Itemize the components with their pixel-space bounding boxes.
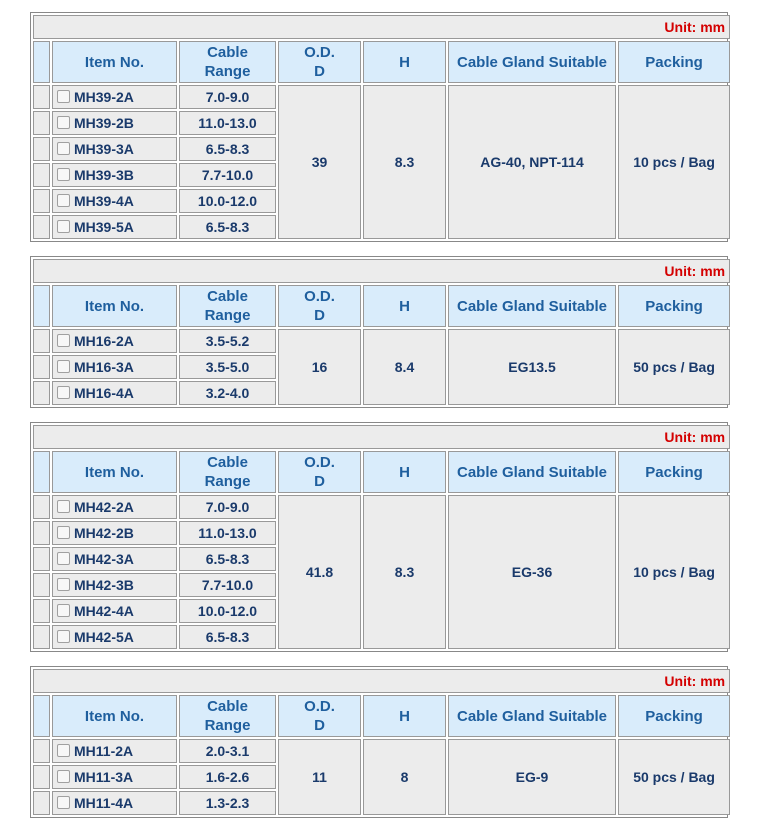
cable-range-cell: 2.0-3.1: [179, 739, 276, 763]
select-checkbox[interactable]: [57, 360, 70, 373]
unit-label: Unit: mm: [664, 673, 726, 689]
item-cell: [52, 573, 177, 597]
od-cell: 16: [278, 329, 361, 405]
unit-label: Unit: mm: [664, 263, 726, 279]
column-header: Packing: [618, 695, 730, 737]
product-table-block: [30, 666, 728, 818]
item-number: MH42-5A: [74, 629, 134, 645]
row-stub: [33, 163, 50, 187]
gland-cell: EG-9: [448, 739, 616, 815]
item-number: MH16-3A: [74, 359, 134, 375]
cable-range-cell: 6.5-8.3: [179, 137, 276, 161]
column-header: Item No.: [52, 695, 177, 737]
item-number: MH39-3A: [74, 141, 134, 157]
select-checkbox[interactable]: [57, 744, 70, 757]
item-number: MH42-2A: [74, 499, 134, 515]
column-header: O.D. D: [278, 41, 361, 83]
table-row: [33, 329, 730, 353]
item-cell: [52, 599, 177, 623]
h-cell: 8: [363, 739, 446, 815]
row-stub: [33, 111, 50, 135]
item-cell: [52, 521, 177, 545]
item-number: MH42-3B: [74, 577, 134, 593]
row-stub: [33, 765, 50, 789]
unit-row: [33, 259, 730, 283]
item-cell: [52, 625, 177, 649]
column-header: O.D. D: [278, 451, 361, 493]
cable-range-cell: 11.0-13.0: [179, 521, 276, 545]
select-checkbox[interactable]: [57, 552, 70, 565]
cable-range-cell: 11.0-13.0: [179, 111, 276, 135]
row-stub: [33, 355, 50, 379]
item-cell: [52, 765, 177, 789]
row-stub: [33, 521, 50, 545]
gland-cell: EG-36: [448, 495, 616, 649]
column-header: Cable Gland Suitable: [448, 451, 616, 493]
unit-label: Unit: mm: [664, 19, 726, 35]
product-table: [31, 667, 732, 817]
unit-label: Unit: mm: [664, 429, 726, 445]
cable-range-cell: 10.0-12.0: [179, 599, 276, 623]
table-row: [33, 739, 730, 763]
row-stub: [33, 599, 50, 623]
item-cell: [52, 547, 177, 571]
item-number: MH16-2A: [74, 333, 134, 349]
gland-cell: AG-40, NPT-114: [448, 85, 616, 239]
item-cell: [52, 739, 177, 763]
cable-range-cell: 3.2-4.0: [179, 381, 276, 405]
item-cell: [52, 137, 177, 161]
select-checkbox[interactable]: [57, 578, 70, 591]
h-cell: 8.3: [363, 495, 446, 649]
select-checkbox[interactable]: [57, 116, 70, 129]
column-header: H: [363, 41, 446, 83]
column-header: Cable Range: [179, 285, 276, 327]
column-header: Item No.: [52, 451, 177, 493]
item-number: MH42-3A: [74, 551, 134, 567]
column-header: Packing: [618, 41, 730, 83]
column-header: H: [363, 695, 446, 737]
unit-row: [33, 669, 730, 693]
unit-row: [33, 15, 730, 39]
select-checkbox[interactable]: [57, 630, 70, 643]
packing-cell: 10 pcs / Bag: [618, 85, 730, 239]
gland-cell: EG13.5: [448, 329, 616, 405]
column-header: O.D. D: [278, 285, 361, 327]
header-row: [33, 285, 730, 327]
product-table: [31, 423, 732, 651]
cable-range-cell: 1.6-2.6: [179, 765, 276, 789]
item-number: MH11-3A: [74, 769, 134, 785]
column-header: Packing: [618, 285, 730, 327]
select-checkbox[interactable]: [57, 526, 70, 539]
product-table: [31, 257, 732, 407]
item-number: MH11-4A: [74, 795, 134, 811]
item-number: MH39-4A: [74, 193, 134, 209]
column-header: Packing: [618, 451, 730, 493]
select-checkbox[interactable]: [57, 142, 70, 155]
packing-cell: 10 pcs / Bag: [618, 495, 730, 649]
unit-row: [33, 425, 730, 449]
item-cell: [52, 355, 177, 379]
row-stub: [33, 573, 50, 597]
packing-cell: 50 pcs / Bag: [618, 739, 730, 815]
select-checkbox[interactable]: [57, 770, 70, 783]
column-header: Cable Range: [179, 695, 276, 737]
select-checkbox[interactable]: [57, 500, 70, 513]
select-checkbox[interactable]: [57, 334, 70, 347]
cable-range-cell: 7.7-10.0: [179, 573, 276, 597]
od-cell: 39: [278, 85, 361, 239]
row-stub: [33, 329, 50, 353]
row-stub: [33, 547, 50, 571]
row-stub: [33, 495, 50, 519]
item-cell: [52, 329, 177, 353]
column-header: Item No.: [52, 41, 177, 83]
select-checkbox[interactable]: [57, 796, 70, 809]
row-stub: [33, 625, 50, 649]
row-stub: [33, 137, 50, 161]
column-header: Cable Range: [179, 451, 276, 493]
column-header: Cable Gland Suitable: [448, 695, 616, 737]
header-stub: [33, 695, 50, 737]
item-number: MH42-2B: [74, 525, 134, 541]
table-row: [33, 495, 730, 519]
item-number: MH39-3B: [74, 167, 134, 183]
item-number: MH39-2A: [74, 89, 134, 105]
packing-cell: 50 pcs / Bag: [618, 329, 730, 405]
item-cell: [52, 85, 177, 109]
cable-range-cell: 6.5-8.3: [179, 547, 276, 571]
column-header: H: [363, 285, 446, 327]
h-cell: 8.3: [363, 85, 446, 239]
column-header: H: [363, 451, 446, 493]
product-table-block: [30, 12, 728, 242]
header-stub: [33, 285, 50, 327]
cable-range-cell: 7.7-10.0: [179, 163, 276, 187]
item-cell: [52, 189, 177, 213]
column-header: Item No.: [52, 285, 177, 327]
header-row: [33, 41, 730, 83]
item-number: MH42-4A: [74, 603, 134, 619]
row-stub: [33, 791, 50, 815]
select-checkbox[interactable]: [57, 90, 70, 103]
product-table-block: [30, 256, 728, 408]
cable-range-cell: 7.0-9.0: [179, 495, 276, 519]
cable-range-cell: 1.3-2.3: [179, 791, 276, 815]
column-header: Cable Range: [179, 41, 276, 83]
item-number: MH16-4A: [74, 385, 134, 401]
cable-range-cell: 10.0-12.0: [179, 189, 276, 213]
row-stub: [33, 215, 50, 239]
item-number: MH39-5A: [74, 219, 134, 235]
header-row: [33, 695, 730, 737]
item-cell: [52, 163, 177, 187]
product-table-block: [30, 422, 728, 652]
select-checkbox[interactable]: [57, 194, 70, 207]
cable-range-cell: 7.0-9.0: [179, 85, 276, 109]
od-cell: 41.8: [278, 495, 361, 649]
item-number: MH11-2A: [74, 743, 134, 759]
cable-range-cell: 3.5-5.0: [179, 355, 276, 379]
row-stub: [33, 85, 50, 109]
cable-range-cell: 3.5-5.2: [179, 329, 276, 353]
header-stub: [33, 451, 50, 493]
row-stub: [33, 739, 50, 763]
column-header: Cable Gland Suitable: [448, 41, 616, 83]
select-checkbox[interactable]: [57, 168, 70, 181]
cable-range-cell: 6.5-8.3: [179, 215, 276, 239]
item-cell: [52, 791, 177, 815]
od-cell: 11: [278, 739, 361, 815]
row-stub: [33, 189, 50, 213]
item-cell: [52, 381, 177, 405]
header-row: [33, 451, 730, 493]
item-cell: [52, 495, 177, 519]
item-number: MH39-2B: [74, 115, 134, 131]
column-header: Cable Gland Suitable: [448, 285, 616, 327]
item-cell: [52, 215, 177, 239]
column-header: O.D. D: [278, 695, 361, 737]
select-checkbox[interactable]: [57, 604, 70, 617]
h-cell: 8.4: [363, 329, 446, 405]
cable-range-cell: 6.5-8.3: [179, 625, 276, 649]
product-table: [31, 13, 732, 241]
table-row: [33, 85, 730, 109]
select-checkbox[interactable]: [57, 386, 70, 399]
item-cell: [52, 111, 177, 135]
row-stub: [33, 381, 50, 405]
select-checkbox[interactable]: [57, 220, 70, 233]
header-stub: [33, 41, 50, 83]
